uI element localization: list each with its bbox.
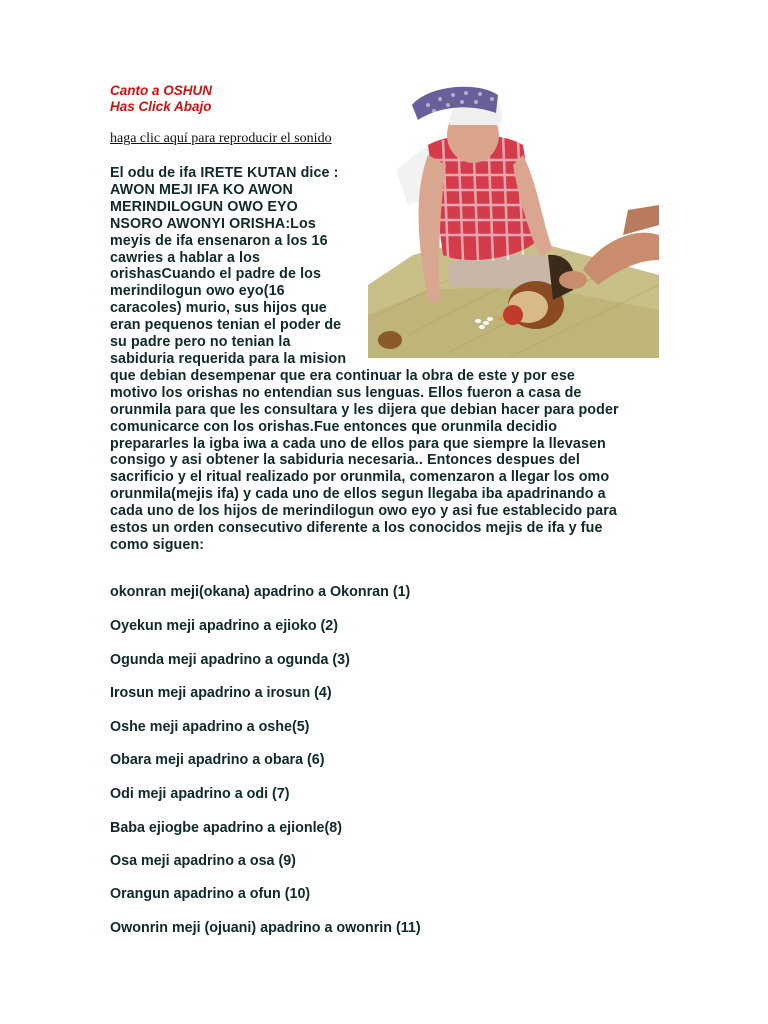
intro-line: orishasCuando el padre de los <box>110 266 322 283</box>
intro-line: NSORO AWONYI ORISHA:Los <box>110 215 316 232</box>
intro-line: El odu de ifa IRETE KUTAN dice : <box>110 165 339 181</box>
canto-heading <box>110 83 212 115</box>
intro-line: eran pequenos tenian el poder de <box>110 317 342 334</box>
intro-line: cada uno de los hijos de merindilogun owo eyo y asi fue establecido para <box>110 503 617 520</box>
list-item: okonran meji(okana) apadrino a Okonran (1) <box>110 584 411 600</box>
intro-line: su padre pero no tenian la <box>110 334 291 351</box>
intro-line: estos un orden consecutivo diferente a los conocidos mejis de ifa y fue <box>110 520 603 537</box>
list-item: Ogunda meji apadrino a ogunda (3) <box>110 652 350 668</box>
intro-text <box>110 165 658 554</box>
intro-line: motivo los orishas no entendian sus lenguas. Ellos fueron a casa de <box>110 384 582 401</box>
intro-line: sacrificio y el ritual realizado por orunmila, comenzaron a llegar los omo <box>110 469 610 486</box>
intro-line: MERINDILOGUN OWO EYO <box>110 198 298 215</box>
intro-line: prepararles la igba iwa a cada uno de ellos para que siempre la llevasen <box>110 435 606 452</box>
canto-title: Canto a OSHUN <box>110 83 213 98</box>
intro-line: que debian desempenar que era continuar la obra de este y por ese <box>110 367 575 384</box>
list-item: Odi meji apadrino a odi (7) <box>110 786 290 802</box>
canto-subtitle: Has Click Abajo <box>110 99 212 114</box>
intro-line: orunmila para que les consultara y les dijera que debian hacer para poder <box>110 401 619 418</box>
list-item: Irosun meji apadrino a irosun (4) <box>110 685 332 701</box>
intro-line: consigo y asi obtener la sabiduria necesaria.. Entonces despues del <box>110 452 580 469</box>
list-item: Oshe meji apadrino a oshe(5) <box>110 719 310 735</box>
intro-line: meyis de ifa ensenaron a los 16 <box>110 232 328 249</box>
intro-line: como siguen: <box>110 536 205 553</box>
list-item: Orangun apadrino a ofun (10) <box>110 886 311 902</box>
list-item: Baba ejiogbe apadrino a ejionle(8) <box>110 820 342 836</box>
list-item: Obara meji apadrino a obara (6) <box>110 752 325 768</box>
list-item: Osa meji apadrino a osa (9) <box>110 853 296 869</box>
intro-line: orunmila(mejis ifa) y cada uno de ellos segun llegaba iba apadrinando a <box>110 486 606 503</box>
intro-line: merindilogun owo eyo(16 <box>110 283 285 300</box>
intro-line: comunicarce con los orishas.Fue entonces que orunmila decidio <box>110 418 558 435</box>
play-sound-link[interactable]: haga clic aquí para reproducir el sonido <box>110 131 332 146</box>
list-item: Oyekun meji apadrino a ejioko (2) <box>110 618 339 634</box>
list-item: Owonrin meji (ojuani) apadrino a owonrin (11) <box>110 920 421 936</box>
intro-line: cawries a hablar a los <box>110 249 261 266</box>
intro-line: sabiduria requerida para la mision <box>110 350 347 367</box>
intro-line: caracoles) murio, sus hijos que <box>110 300 327 317</box>
intro-line: AWON MEJI IFA KO AWON <box>110 181 293 198</box>
